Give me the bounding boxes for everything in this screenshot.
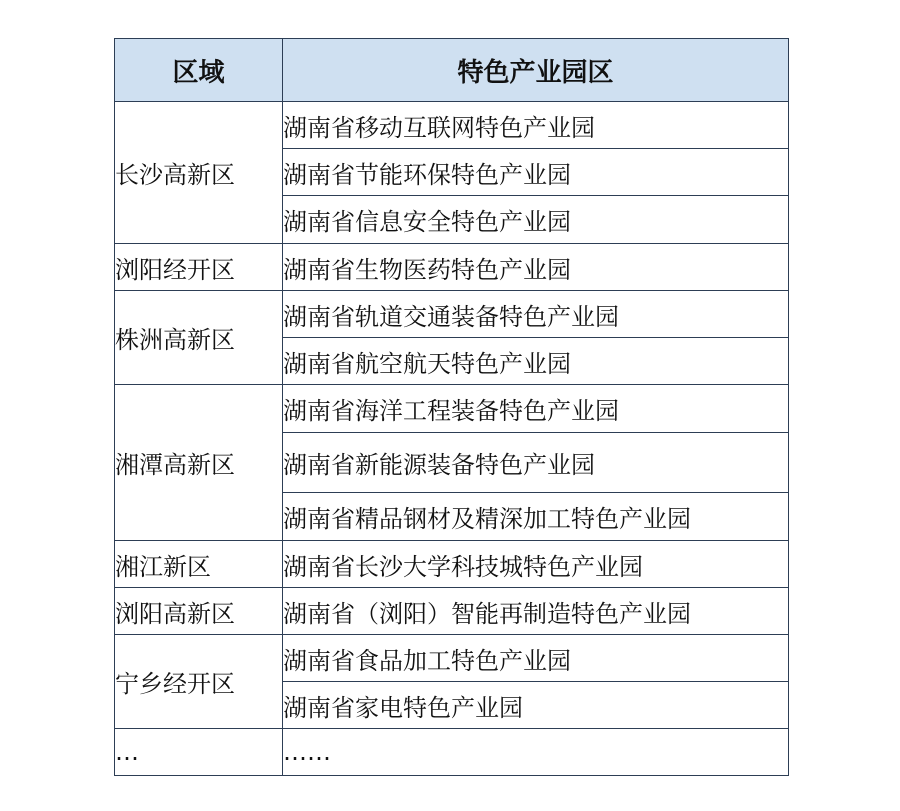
industrial-parks-table [114, 38, 789, 776]
park-cell: 湖南省航空航天特色产业园 [283, 338, 789, 385]
table-row [115, 729, 789, 776]
table-row [115, 291, 789, 338]
region-cell: 长沙高新区 [115, 102, 283, 244]
table-header-row [115, 39, 789, 102]
park-cell: 湖南省家电特色产业园 [283, 682, 789, 729]
park-cell: 湖南省长沙大学科技城特色产业园 [283, 541, 789, 588]
park-cell: 湖南省节能环保特色产业园 [283, 149, 789, 196]
park-cell: …… [283, 729, 789, 776]
table-row [115, 588, 789, 635]
region-cell: 湘江新区 [115, 541, 283, 588]
park-cell: 湖南省新能源装备特色产业园 [283, 433, 789, 493]
region-cell: 株洲高新区 [115, 291, 283, 385]
park-cell: 湖南省信息安全特色产业园 [283, 196, 789, 244]
table-row [115, 244, 789, 291]
park-cell: 湖南省生物医药特色产业园 [283, 244, 789, 291]
park-cell: 湖南省海洋工程装备特色产业园 [283, 385, 789, 433]
park-cell: 湖南省精品钢材及精深加工特色产业园 [283, 493, 789, 541]
header-region: 区域 [115, 39, 283, 102]
park-cell: 湖南省（浏阳）智能再制造特色产业园 [283, 588, 789, 635]
park-cell: 湖南省轨道交通装备特色产业园 [283, 291, 789, 338]
table-row [115, 102, 789, 149]
table-row [115, 541, 789, 588]
region-cell: 宁乡经开区 [115, 635, 283, 729]
region-cell: … [115, 729, 283, 776]
park-cell: 湖南省食品加工特色产业园 [283, 635, 789, 682]
header-parks: 特色产业园区 [283, 39, 789, 102]
region-cell: 浏阳经开区 [115, 244, 283, 291]
region-cell: 湘潭高新区 [115, 385, 283, 541]
region-cell: 浏阳高新区 [115, 588, 283, 635]
table-row [115, 385, 789, 433]
table-row [115, 635, 789, 682]
park-cell: 湖南省移动互联网特色产业园 [283, 102, 789, 149]
